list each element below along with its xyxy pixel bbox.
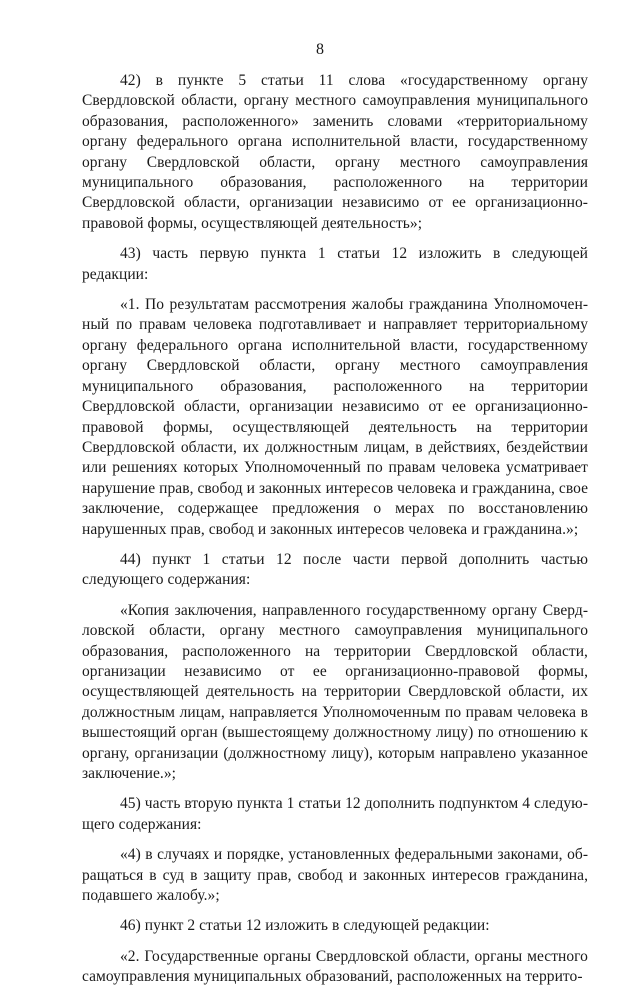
- paragraph-42: 42) в пункте 5 статьи 11 слова «государственному органу Свердловской области, органу местного самоуправления муниципального образования, расположенного» заменить словами «территориальному органу федерального органа исполнительной власти, государственному органу Свердловской области, органу местного самоуправления муниципального образования, расположенного на территории Свердловской области, организации независимо от ее организационно-правовой формы, осуществляющей деятельность»;: [82, 72, 588, 232]
- page-number: 8: [316, 41, 324, 58]
- document-body: [82, 71, 588, 998]
- paragraph-43-quote: «1. По результатам рассмотрения жалобы гражданина Уполномоченный по правам человека подготавливает и направляет территориальному органу федерального органа исполнительной власти, государственному органу Свердловской области, органу местного самоуправления муниципального образования, расположенного на территории Свердловской области, организации независимо от ее организационно-правовой формы, осуществляющей деятельность на территории Свердловской области, их должностным лицам, в действиях, бездействии или решениях которых Уполномоченный по правам человека усматривает нарушение прав, свобод и законных интересов человека и гражданина, свое заключение, содержащее предложения о мерах по восстановлению нарушенных прав, свобод и законных интересов человека и гражданина.»;: [82, 296, 588, 538]
- paragraph-43: 43) часть первую пункта 1 статьи 12 изложить в следующей редакции:: [82, 245, 588, 283]
- paragraph-46: 46) пункт 2 статьи 12 изложить в следующей редакции:: [120, 917, 490, 935]
- paragraph-44: 44) пункт 1 статьи 12 после части первой дополнить частью следующего содержания:: [82, 550, 588, 589]
- paragraph-45-quote: «4) в случаях и порядке, установленных федеральными законами, обращаться в суд в защиту прав, свобод и законных интересов гражданина, подавшего жалобу.»;: [82, 846, 588, 905]
- paragraph-46-quote: «2. Государственные органы Свердловской области, органы местного самоуправления муниципальных образований, расположенных на террито-: [82, 947, 588, 986]
- paragraph-45: 45) часть вторую пункта 1 статьи 12 дополнить подпунктом 4 следующего содержания:: [82, 795, 588, 833]
- paragraph-44-quote: «Копия заключения, направленного государственному органу Свердловской области, органу местного самоуправления муниципального образования, расположенного на территории Свердловской области, организации независимо от ее организационно-правовой формы, осуществляющей деятельность на территории Свердловской области, их должностным лицам, направляется Уполномоченным по правам человека в вышестоящий орган (вышестоящему должностному лицу) по отношению к органу, организации (должностному лицу), которым направлено указанное заключение.»;: [82, 601, 588, 782]
